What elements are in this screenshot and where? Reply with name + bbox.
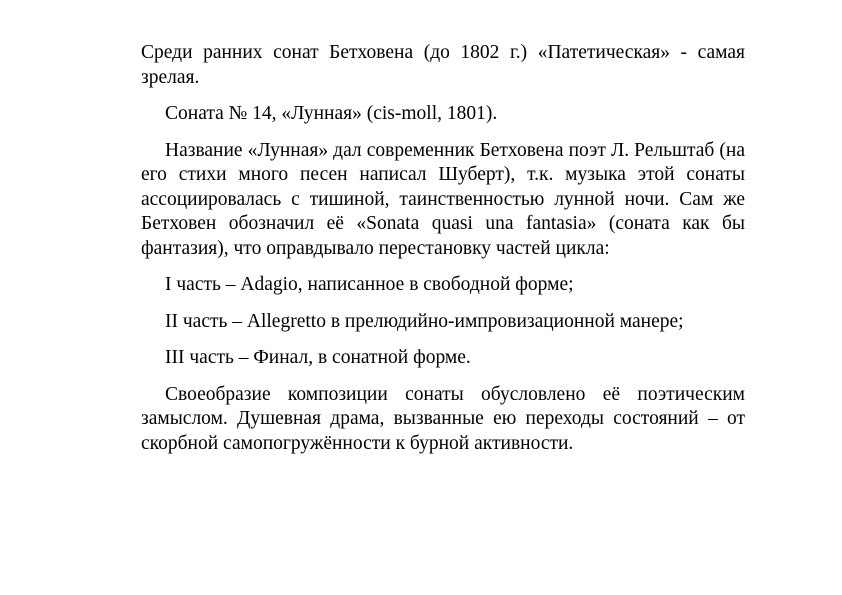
paragraph-part-3: III часть – Финал, в сонатной форме. bbox=[165, 347, 471, 368]
paragraph-early-sonatas: Среди ранних сонат Бетховена (до 1802 г.) «Патетическая» - самая зрелая. bbox=[141, 42, 745, 88]
paragraph-part-2: II часть – Allegretto в прелюдийно-импровизационной манере; bbox=[165, 310, 684, 332]
paragraph-composition: Своеобразие композиции сонаты обусловлено её поэтическим замыслом. Душевная драма, вызванные ею переходы состояний – от скорбной самопогружённости к бурной активности. bbox=[141, 383, 745, 454]
paragraph-part-1: I часть – Adagio, написанное в свободной форме; bbox=[165, 274, 574, 295]
document-body bbox=[141, 41, 745, 468]
paragraph-sonata-14-title: Соната № 14, «Лунная» (cis-moll, 1801). bbox=[165, 103, 498, 124]
paragraph-moonlight-name: Название «Лунная» дал современник Бетховена поэт Л. Рельштаб (на его стихи много песен написал Шуберт), т.к. музыка этой сонаты ассоциировалась с тишиной, таинственностью лунной ночи. Сам же Бетховен обозначил её «Sonata quasi una fantasia» (соната как бы фантазия), что оправдывало перестановку частей цикла: bbox=[141, 139, 745, 259]
